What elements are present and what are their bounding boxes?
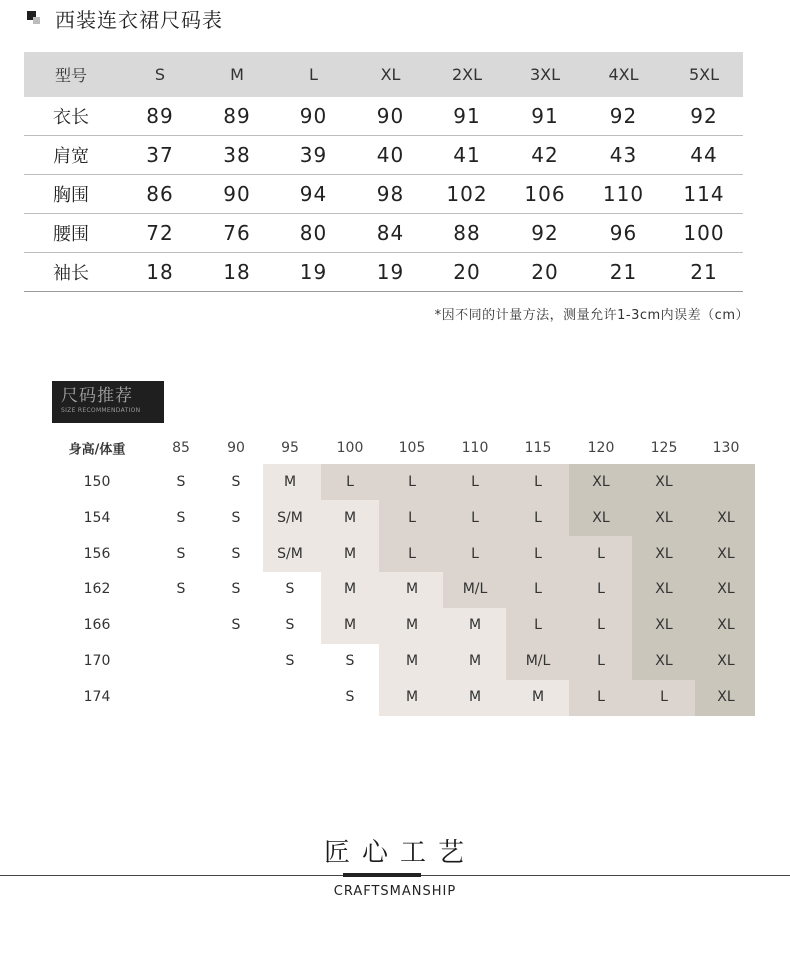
section-title <box>27 4 223 32</box>
measurement-value: 90 <box>299 104 328 128</box>
recommended-size: M <box>405 653 419 669</box>
measurement-value: 110 <box>602 182 645 206</box>
height-weight-label: 身高/体重 <box>68 442 126 458</box>
recommended-size: S <box>231 546 241 562</box>
recommended-size: S <box>176 474 186 490</box>
height-label: 170 <box>83 653 111 669</box>
recommended-size: L <box>346 474 354 490</box>
measurement-value: 96 <box>609 221 638 245</box>
height-label: 156 <box>83 546 111 562</box>
height-label: 162 <box>83 581 111 597</box>
height-label: 154 <box>83 510 111 526</box>
recommended-size: L <box>408 546 416 562</box>
recommended-size: XL <box>717 617 735 633</box>
table-row <box>24 253 743 292</box>
measurement-label: 肩宽 <box>53 146 89 167</box>
table-row <box>24 136 743 175</box>
recommended-size: XL <box>655 581 673 597</box>
size-chart-table <box>24 52 743 292</box>
measurement-value: 19 <box>299 260 328 284</box>
size-recommendation-grid <box>50 430 755 720</box>
measurement-value: 100 <box>683 221 725 245</box>
recommended-size: L <box>408 474 416 490</box>
header-size: S <box>154 65 166 84</box>
recommended-size: M <box>405 689 419 705</box>
recommended-size: L <box>597 581 605 597</box>
measurement-value: 86 <box>146 182 174 206</box>
recommended-size: XL <box>717 581 735 597</box>
weight-header: 120 <box>587 440 615 456</box>
measurement-label: 腰围 <box>53 224 89 245</box>
measurement-value: 43 <box>609 143 638 167</box>
craftsmanship-subtitle: CRAFTSMANSHIP <box>333 884 457 899</box>
measurement-value: 91 <box>531 104 559 128</box>
recommended-size: M <box>405 581 419 597</box>
header-size: XL <box>380 65 401 84</box>
measurement-value: 90 <box>376 104 405 128</box>
recommended-size: L <box>660 689 668 705</box>
weight-header: 90 <box>227 440 245 456</box>
measurement-value: 91 <box>453 104 481 128</box>
recommended-size: XL <box>655 546 673 562</box>
measurement-value: 80 <box>299 221 328 245</box>
recommended-size: XL <box>655 653 673 669</box>
recommended-size: S <box>285 653 295 669</box>
measurement-value: 102 <box>446 182 488 206</box>
measurement-value: 89 <box>146 104 174 128</box>
recommended-size: S <box>231 510 241 526</box>
recommended-size: M <box>405 617 419 633</box>
measurement-value: 38 <box>223 143 251 167</box>
measurement-value: 44 <box>690 143 718 167</box>
measurement-value: 40 <box>376 143 405 167</box>
recommended-size: L <box>534 546 542 562</box>
size-zone-cell <box>695 464 755 500</box>
recommended-size: S <box>176 510 186 526</box>
recommended-size: S/M <box>277 510 303 526</box>
measurement-value: 37 <box>146 143 174 167</box>
recommended-size: M <box>468 653 482 669</box>
measurement-value: 21 <box>609 260 638 284</box>
recommended-size: M <box>531 689 545 705</box>
measurement-value: 92 <box>690 104 718 128</box>
measurement-value: 92 <box>609 104 638 128</box>
table-row <box>24 175 743 214</box>
recommended-size: S <box>231 617 241 633</box>
recommended-size: M/L <box>462 581 488 597</box>
measurement-value: 18 <box>146 260 174 284</box>
measurement-note: *因不同的计量方法，测量允许1-3cm内误差（cm） <box>434 308 749 323</box>
size-recommendation-badge <box>52 381 164 423</box>
measurement-value: 89 <box>223 104 251 128</box>
measurement-value: 76 <box>223 221 251 245</box>
header-size: M <box>230 65 244 84</box>
badge-subtitle: SIZE RECOMMENDATION <box>61 407 141 414</box>
recommended-size: S <box>345 689 355 705</box>
header-size: L <box>309 65 318 84</box>
height-label: 166 <box>83 617 111 633</box>
measurement-label: 袖长 <box>53 263 89 284</box>
table-row <box>24 97 743 136</box>
header-size: 4XL <box>608 65 639 84</box>
recommended-size: XL <box>717 510 735 526</box>
recommended-size: S <box>231 474 241 490</box>
recommended-size: M <box>468 689 482 705</box>
measurement-value: 94 <box>299 182 328 206</box>
recommended-size: XL <box>717 546 735 562</box>
recommended-size: S <box>285 617 295 633</box>
recommended-size: XL <box>717 689 735 705</box>
recommended-size: M <box>343 510 357 526</box>
square-bullet-icon <box>27 11 41 25</box>
recommended-size: M <box>468 617 482 633</box>
measurement-label: 胸围 <box>53 185 89 206</box>
measurement-value: 72 <box>146 221 174 245</box>
recommended-size: XL <box>592 510 610 526</box>
header-model: 型号 <box>54 66 87 85</box>
size-chart-title: 西装连衣裙尺码表 <box>55 7 223 32</box>
recommended-size: M <box>283 474 297 490</box>
table-row <box>24 214 743 253</box>
recommended-size: L <box>534 581 542 597</box>
recommended-size: L <box>534 617 542 633</box>
weight-header: 125 <box>650 440 678 456</box>
header-size: 2XL <box>451 65 483 84</box>
measurement-value: 92 <box>531 221 559 245</box>
measurement-value: 42 <box>531 143 559 167</box>
weight-header: 95 <box>281 440 299 456</box>
recommended-size: L <box>597 653 605 669</box>
measurement-label: 衣长 <box>53 107 89 128</box>
height-label: 174 <box>83 689 111 705</box>
measurement-value: 39 <box>299 143 328 167</box>
recommended-size: S <box>285 581 295 597</box>
measurement-value: 106 <box>524 182 566 206</box>
measurement-value: 98 <box>376 182 405 206</box>
measurement-value: 19 <box>376 260 405 284</box>
measurement-value: 18 <box>223 260 251 284</box>
measurement-value: 84 <box>376 221 405 245</box>
recommended-size: M <box>343 581 357 597</box>
recommended-size: XL <box>655 510 673 526</box>
recommended-size: XL <box>655 617 673 633</box>
recommended-size: S <box>176 581 186 597</box>
header-size: 3XL <box>529 65 561 84</box>
recommended-size: L <box>597 617 605 633</box>
recommended-size: M <box>343 546 357 562</box>
craftsmanship-title: 匠心工艺 <box>323 838 476 868</box>
recommended-size: S <box>231 581 241 597</box>
recommended-size: M/L <box>525 653 551 669</box>
measurement-value: 20 <box>453 260 481 284</box>
weight-header: 130 <box>712 440 740 456</box>
recommended-size: S/M <box>277 546 303 562</box>
table-header-row <box>24 52 743 97</box>
recommended-size: L <box>471 546 479 562</box>
recommended-size: XL <box>592 474 610 490</box>
weight-header: 100 <box>336 440 364 456</box>
weight-header: 110 <box>461 440 489 456</box>
recommended-size: L <box>534 510 542 526</box>
measurement-value: 90 <box>223 182 251 206</box>
recommended-size: XL <box>655 474 673 490</box>
badge-title: 尺码推荐 <box>61 386 133 406</box>
weight-header: 85 <box>172 440 190 456</box>
weight-header: 105 <box>398 440 426 456</box>
recommended-size: L <box>597 546 605 562</box>
recommended-size: S <box>345 653 355 669</box>
measurement-value: 20 <box>531 260 559 284</box>
measurement-value: 88 <box>453 221 481 245</box>
recommended-size: L <box>597 689 605 705</box>
divider-accent <box>343 873 421 877</box>
measurement-value: 41 <box>453 143 481 167</box>
recommended-size: S <box>176 546 186 562</box>
measurement-value: 114 <box>683 182 725 206</box>
recommended-size: M <box>343 617 357 633</box>
recommended-size: L <box>471 510 479 526</box>
header-size: 5XL <box>688 65 720 84</box>
weight-header: 115 <box>524 440 552 456</box>
measurement-value: 21 <box>690 260 718 284</box>
height-label: 150 <box>83 474 111 490</box>
recommended-size: L <box>471 474 479 490</box>
recommended-size: XL <box>717 653 735 669</box>
recommended-size: L <box>534 474 542 490</box>
recommended-size: L <box>408 510 416 526</box>
